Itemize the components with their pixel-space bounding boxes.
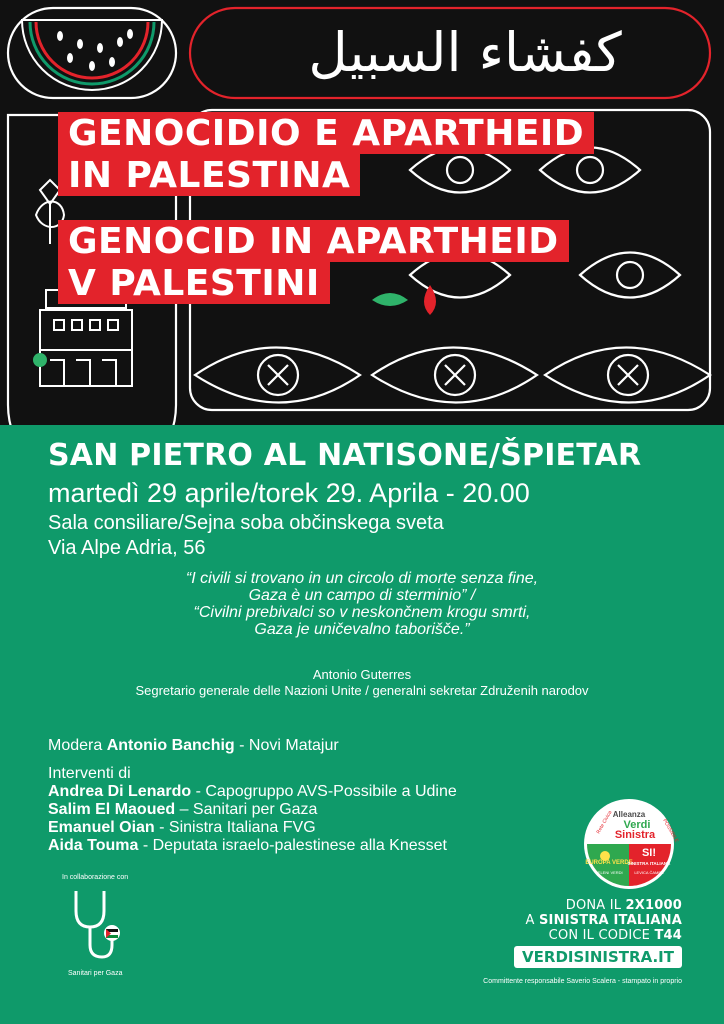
quote-line: “I civili si trovano in un circolo di morte senza fine, — [185, 570, 539, 587]
moderator-prefix: Modera — [48, 737, 107, 754]
speaker-role: – Sanitari per Gaza — [175, 801, 318, 818]
collaboration-org: Sanitari per Gaza — [68, 970, 123, 977]
event-address: Via Alpe Adria, 56 — [48, 537, 206, 559]
donation-block — [526, 898, 682, 943]
moderator-org: - Novi Matajur — [234, 737, 339, 754]
quote — [0, 570, 724, 638]
logo-alleanza: Alleanza — [612, 810, 646, 819]
speaker-row — [48, 819, 457, 837]
stethoscope-icon — [62, 887, 132, 967]
title-sl-line-1: GENOCID IN APARTHEID — [58, 220, 569, 262]
committente-note: Committente responsabile Saverio Scalera - stampato in proprio — [483, 978, 682, 985]
speaker-row — [48, 837, 457, 855]
arabic-title: كفشاء السبيل — [308, 21, 622, 84]
event-datetime: martedì 29 aprile/torek 29. Aprila - 20.00 — [48, 478, 530, 508]
logo-rete-civica: Rete Civica — [595, 809, 614, 835]
event-venue: Sala consiliare/Sejna soba občinskega sveta — [48, 512, 444, 534]
event-venue-block — [48, 511, 444, 561]
watermelon-icon — [22, 20, 162, 90]
quote-author: Antonio Guterres — [312, 667, 412, 682]
title-it-line-1: GENOCIDIO E APARTHEID — [58, 112, 594, 154]
logo-verdi: Verdi — [623, 819, 651, 831]
speaker-name: Salim El Maoued — [48, 801, 176, 818]
interventions-label: Interventi di — [48, 765, 131, 782]
speaker-role: - Capogruppo AVS-Possibile a Udine — [191, 783, 457, 800]
collaboration-label: In collaborazione con — [62, 874, 129, 881]
header-artwork — [0, 0, 724, 425]
speaker-role: - Deputata israelo-palestinese alla Knesset — [138, 837, 447, 854]
moderator-name: Antonio Banchig — [106, 737, 235, 754]
collaboration-block — [62, 874, 142, 977]
quote-line: “Civilni prebivalci so v neskončnem krogu smrti, — [193, 604, 531, 621]
website-link[interactable]: VERDISINISTRA.IT — [514, 946, 682, 968]
quote-attribution — [0, 667, 724, 699]
logo-sinistra: Sinistra — [614, 829, 656, 841]
title-italian — [58, 112, 594, 196]
donation-line-3: CON IL CODICE T44 — [548, 928, 682, 943]
title-sl-line-2: V PALESTINI — [58, 262, 330, 304]
speaker-name: Andrea Di Lenardo — [48, 783, 192, 800]
logo-zeleni: ZELENI VERDI — [595, 870, 623, 875]
moderator-row — [48, 737, 457, 755]
logo-sinistra-italiana: SINISTRA ITALIANA — [627, 861, 671, 866]
logo-levica: LEVICA ČAMPS — [634, 870, 664, 875]
speakers — [48, 737, 457, 855]
speaker-name: Emanuel Oian — [48, 819, 155, 836]
event-location: SAN PIETRO AL NATISONE/ŠPIETAR — [48, 438, 642, 473]
speaker-name: Aida Touma — [48, 837, 139, 854]
quote-line: Gaza è un campo di sterminio” / — [248, 587, 476, 604]
title-slovene — [58, 220, 569, 304]
logo-possibile: POSSIBILE — [661, 818, 680, 844]
title-it-line-2: IN PALESTINA — [58, 154, 360, 196]
avs-party-logo — [583, 798, 680, 890]
quote-line: Gaza je uničevalno taborišče.” — [254, 621, 470, 638]
speaker-row — [48, 801, 457, 819]
logo-europa-verde: EUROPA VERDE — [585, 860, 633, 866]
speaker-role: - Sinistra Italiana FVG — [154, 819, 316, 836]
speaker-row — [48, 783, 457, 801]
quote-author-role: Segretario generale delle Nazioni Unite / generalni sekretar Združenih narodov — [135, 683, 589, 698]
donation-line-1: DONA IL 2X1000 — [565, 898, 682, 913]
logo-si: SI! — [641, 847, 657, 859]
donation-line-2: A SINISTRA ITALIANA — [525, 913, 682, 928]
